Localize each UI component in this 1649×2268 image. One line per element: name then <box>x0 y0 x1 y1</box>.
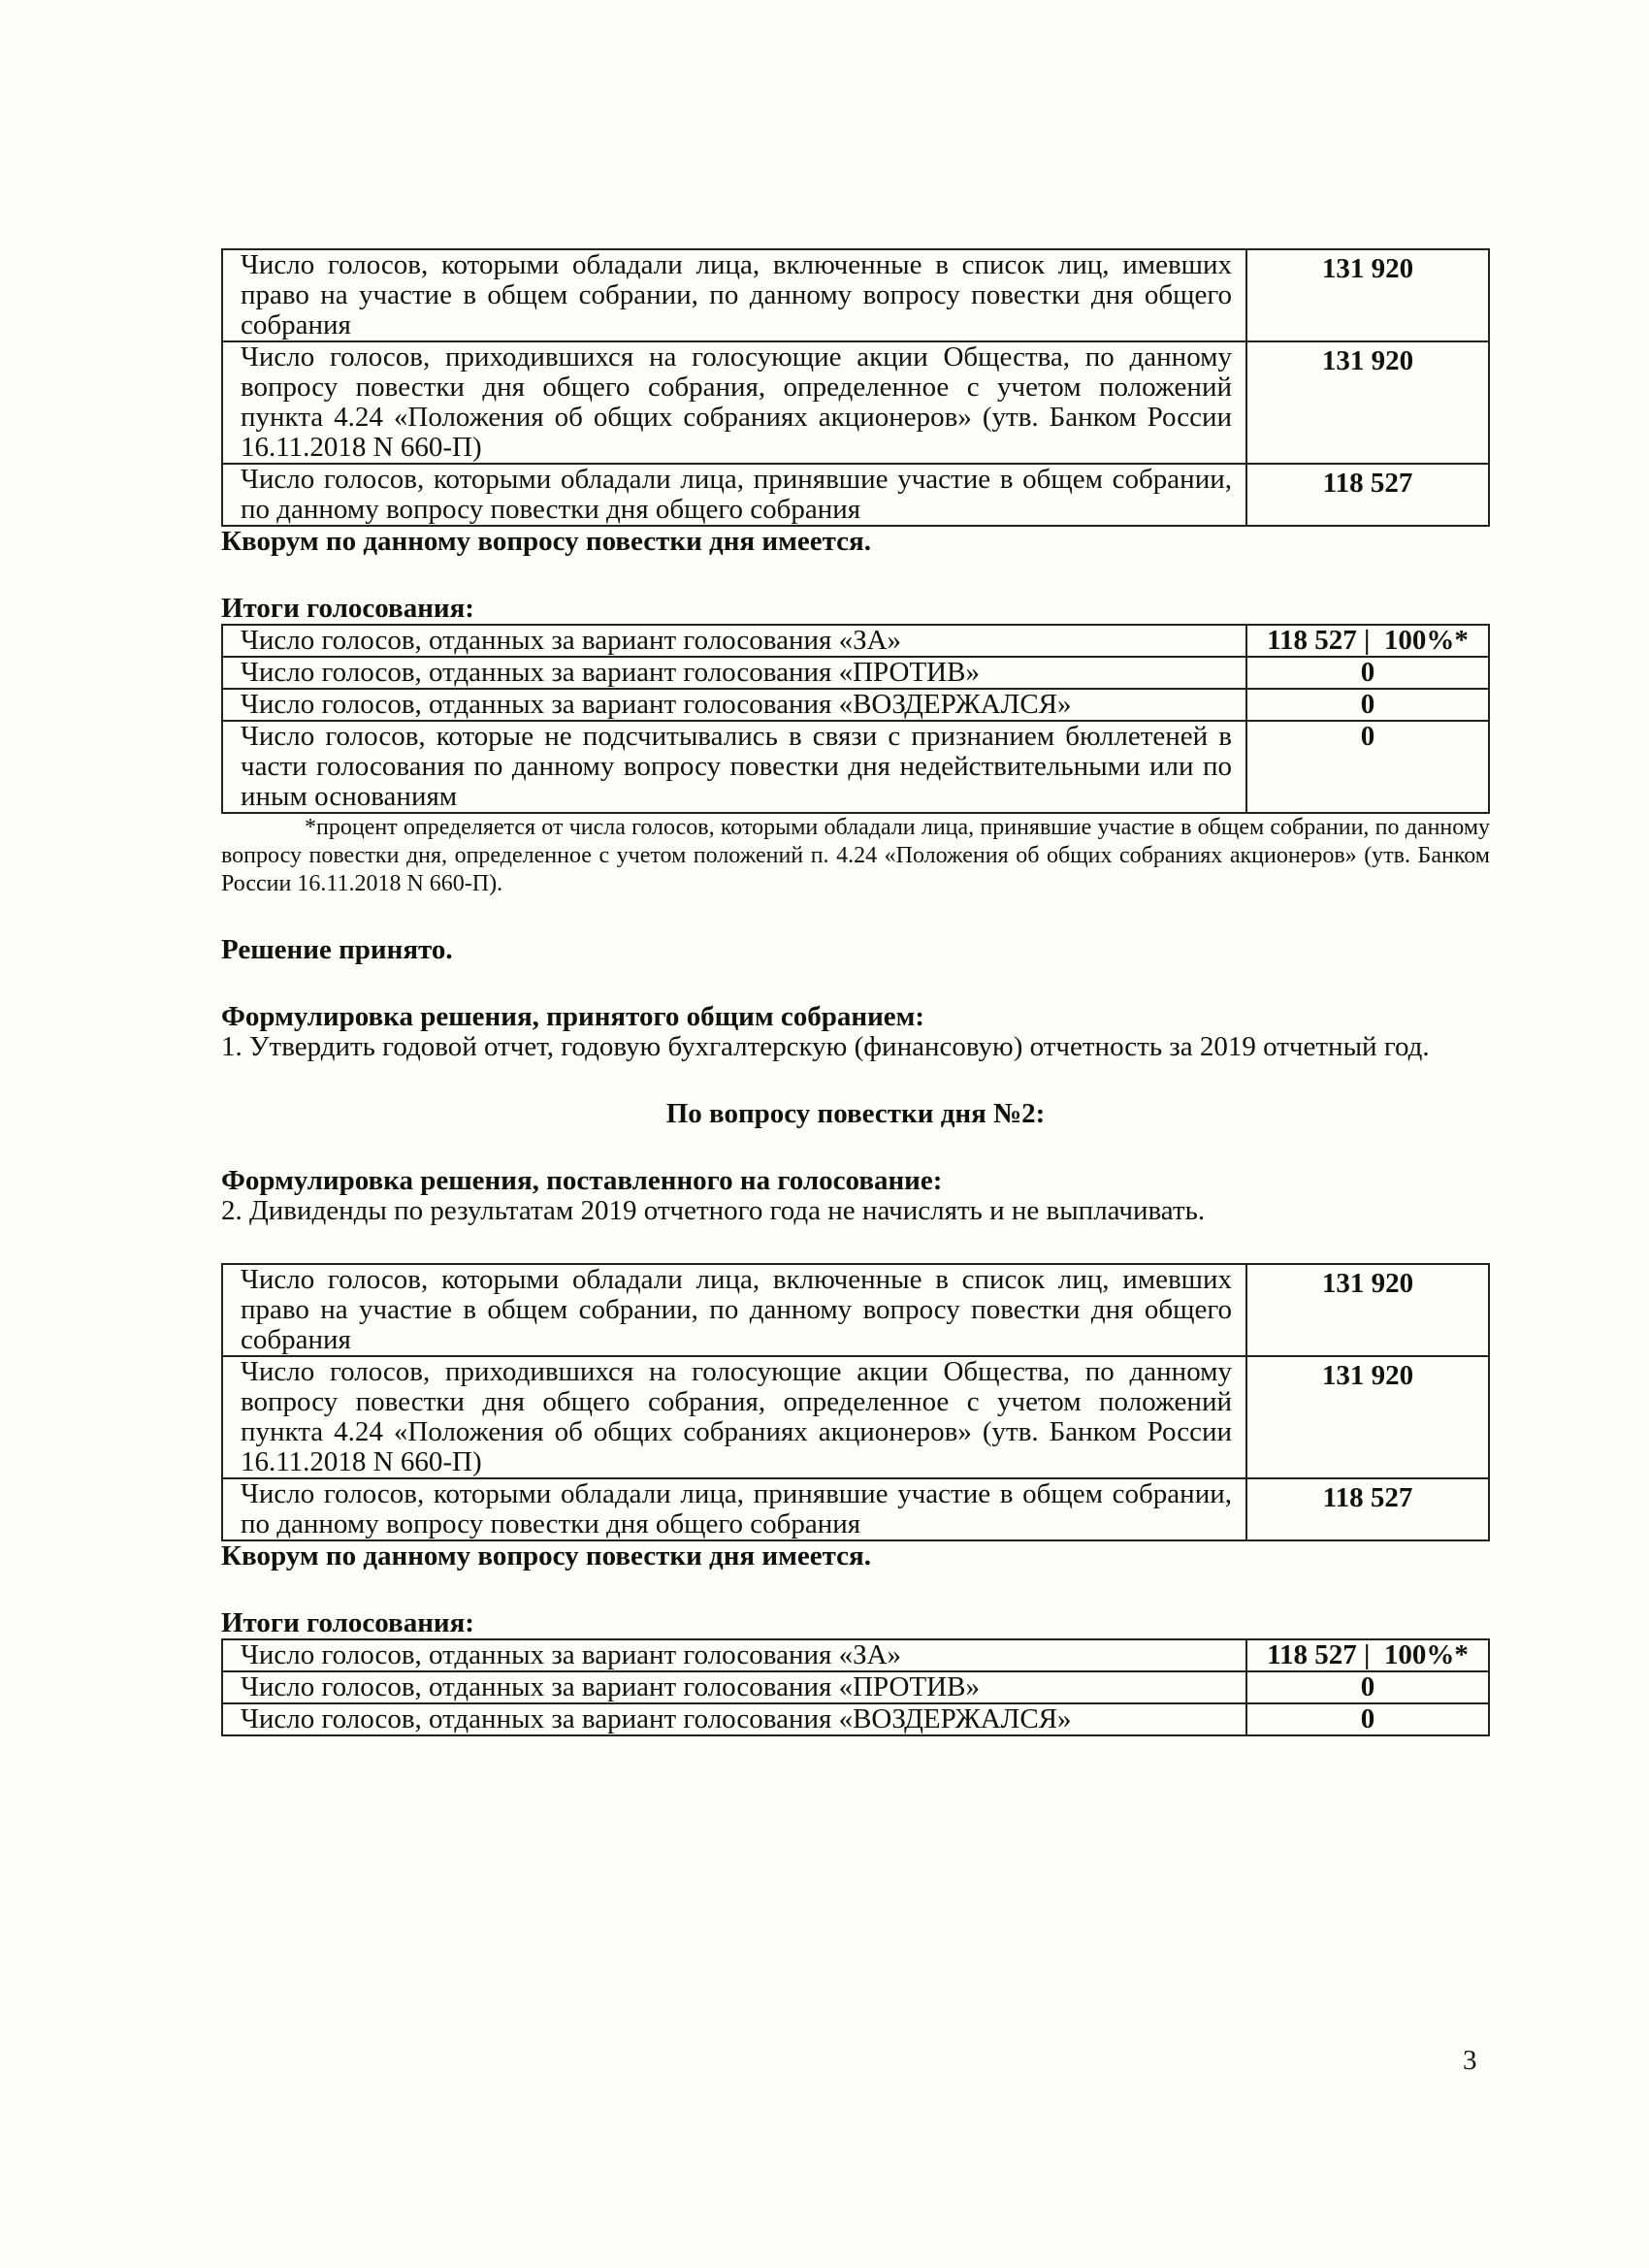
table-row <box>222 625 1489 657</box>
q1-result-label-2: Число голосов, отданных за вариант голосования «ПРОТИВ» <box>222 657 1246 689</box>
page-number: 3 <box>1463 2045 1477 2076</box>
q1-quorum-label-1: Число голосов, которыми обладали лица, включенные в список лиц, имевших право на участие в общем собрании, по данному вопросу повестки дня общего собрания <box>222 249 1246 341</box>
table-row <box>222 341 1489 464</box>
q1-result-value-2: 0 <box>1246 657 1489 689</box>
q2-formulation-heading: Формулировка решения, поставленного на голосование: <box>221 1165 943 1196</box>
q2-quorum-value-2: 131 920 <box>1246 1356 1489 1478</box>
q1-result-value-3: 0 <box>1246 689 1489 721</box>
q1-result-value-4: 0 <box>1246 721 1489 813</box>
q1-formulation-heading: Формулировка решения, принятого общим собранием: <box>221 1001 925 1032</box>
q1-quorum-value-1: 131 920 <box>1246 249 1489 341</box>
q2-results-heading: Итоги голосования: <box>221 1607 474 1638</box>
q1-quorum-value-3: 118 527 <box>1246 464 1489 526</box>
q1-formulation-text: 1. Утвердить годовой отчет, годовую бухгалтерскую (финансовую) отчетность за 2019 отчетный год. <box>221 1031 1430 1062</box>
q1-results-table <box>221 624 1490 814</box>
q2-result-value-1: 118 527 | 100%* <box>1246 1639 1489 1671</box>
table-row <box>222 1639 1489 1671</box>
q1-quorum-table <box>221 248 1490 527</box>
q2-results-table <box>221 1638 1490 1736</box>
q1-results-heading: Итоги голосования: <box>221 593 474 624</box>
q1-result-label-3: Число голосов, отданных за вариант голосования «ВОЗДЕРЖАЛСЯ» <box>222 689 1246 721</box>
table-row <box>222 1356 1489 1478</box>
q2-heading: По вопросу повестки дня №2: <box>665 1098 1046 1129</box>
table-row <box>222 1264 1489 1356</box>
q1-quorum-text: Кворум по данному вопросу повестки дня имеется. <box>221 526 871 557</box>
table-row <box>222 1703 1489 1735</box>
q1-quorum-value-2: 131 920 <box>1246 341 1489 464</box>
table-row <box>222 657 1489 689</box>
q2-quorum-value-1: 131 920 <box>1246 1264 1489 1356</box>
q1-result-label-4: Число голосов, которые не подсчитывались в связи с признанием бюллетеней в части голосования по данному вопросу повестки дня недействительными или по иным основаниям <box>222 721 1246 813</box>
page-content <box>221 248 1490 1736</box>
q2-result-label-1: Число голосов, отданных за вариант голосования «ЗА» <box>222 1639 1246 1671</box>
q2-quorum-label-1: Число голосов, которыми обладали лица, включенные в список лиц, имевших право на участие в общем собрании, по данному вопросу повестки дня общего собрания <box>222 1264 1246 1356</box>
q2-result-value-2: 0 <box>1246 1671 1489 1703</box>
q2-quorum-table <box>221 1263 1490 1541</box>
q2-result-value-3: 0 <box>1246 1703 1489 1735</box>
q2-quorum-text: Кворум по данному вопросу повестки дня имеется. <box>221 1540 871 1571</box>
table-row <box>222 1671 1489 1703</box>
q2-quorum-value-3: 118 527 <box>1246 1478 1489 1540</box>
table-row <box>222 721 1489 813</box>
q1-result-value-1: 118 527 | 100%* <box>1246 625 1489 657</box>
q1-quorum-label-2: Число голосов, приходившихся на голосующие акции Общества, по данному вопросу повестки дня общего собрания, определенное с учетом положений пункта 4.24 «Положения об общих собраниях акционеров» (утв. Банком России 16.11.2018 N 660-П) <box>222 341 1246 464</box>
q1-decision: Решение принято. <box>221 934 453 965</box>
table-row <box>222 1478 1489 1540</box>
table-row <box>222 249 1489 341</box>
q2-formulation-text: 2. Дивиденды по результатам 2019 отчетного года не начислять и не выплачивать. <box>221 1195 1206 1226</box>
table-row <box>222 464 1489 526</box>
q2-quorum-label-2: Число голосов, приходившихся на голосующие акции Общества, по данному вопросу повестки дня общего собрания, определенное с учетом положений пункта 4.24 «Положения об общих собраниях акционеров» (утв. Банком России 16.11.2018 N 660-П) <box>222 1356 1246 1478</box>
q2-result-label-2: Число голосов, отданных за вариант голосования «ПРОТИВ» <box>222 1671 1246 1703</box>
q1-result-label-1: Число голосов, отданных за вариант голосования «ЗА» <box>222 625 1246 657</box>
q2-result-label-3: Число голосов, отданных за вариант голосования «ВОЗДЕРЖАЛСЯ» <box>222 1703 1246 1735</box>
q1-footnote: *процент определяется от числа голосов, которыми обладали лица, принявшие участие в общем собрании, по данному вопросу повестки дня, определенное с учетом положений п. 4.24 «Положения об общих собраниях акционеров» (утв. Банком России 16.11.2018 N 660-П). <box>221 815 1490 896</box>
q1-quorum-label-3: Число голосов, которыми обладали лица, принявшие участие в общем собрании, по данному вопросу повестки дня общего собрания <box>222 464 1246 526</box>
table-row <box>222 689 1489 721</box>
q2-quorum-label-3: Число голосов, которыми обладали лица, принявшие участие в общем собрании, по данному вопросу повестки дня общего собрания <box>222 1478 1246 1540</box>
